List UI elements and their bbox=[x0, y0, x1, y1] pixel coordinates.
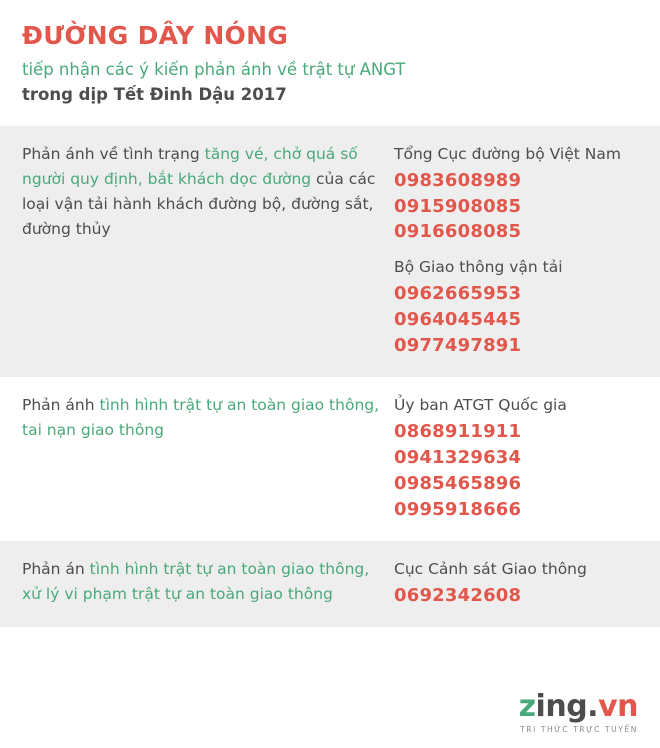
hotline-description bbox=[22, 142, 382, 242]
org-name: Cục Cảnh sát Giao thông bbox=[394, 559, 587, 578]
hotline-contacts-cell bbox=[394, 142, 638, 359]
header bbox=[0, 0, 660, 112]
phone-number[interactable]: 0977497891 bbox=[394, 335, 522, 357]
phone-number[interactable]: 0916608085 bbox=[394, 221, 522, 243]
desc-text-highlight-1: tăng vé, chở quá số người quy định, bắt khách dọc đường bbox=[22, 144, 358, 188]
desc-text-plain-1: Phản án bbox=[22, 559, 90, 578]
hotline-contacts-cell bbox=[394, 393, 638, 523]
page-subtitle-primary: tiếp nhận các ý kiến phản ánh về trật tự ANGT bbox=[22, 59, 406, 79]
phone-number[interactable]: 0868911911 bbox=[394, 421, 522, 443]
hotline-description-cell bbox=[22, 393, 394, 443]
phone-number[interactable]: 0941329634 bbox=[394, 447, 522, 469]
zing-logo-z: z bbox=[518, 689, 536, 724]
hotline-rows bbox=[0, 126, 660, 627]
org-block bbox=[394, 393, 638, 523]
zing-logo-dot: . bbox=[587, 689, 599, 724]
phone-number[interactable]: 0692342608 bbox=[394, 584, 522, 606]
phone-number[interactable]: 0995918666 bbox=[394, 498, 522, 520]
zing-logo-ing: ing bbox=[535, 689, 588, 724]
org-block bbox=[394, 142, 638, 246]
hotline-row bbox=[0, 126, 660, 377]
page-subtitle-secondary: trong dịp Tết Đinh Dậu 2017 bbox=[22, 85, 287, 105]
hotline-description bbox=[22, 557, 382, 607]
zing-logo-vn: vn bbox=[598, 689, 638, 724]
org-block bbox=[394, 255, 638, 359]
org-name: Ủy ban ATGT Quốc gia bbox=[394, 396, 567, 415]
hotline-row bbox=[0, 541, 660, 627]
page-title: ĐƯỜNG DÂY NÓNG bbox=[22, 21, 289, 50]
desc-text-highlight-1: tình hình trật tự an toàn giao thông, tai nạn giao thông bbox=[22, 396, 380, 440]
phone-number[interactable]: 0985465896 bbox=[394, 472, 522, 494]
desc-text-highlight-1: tình hình trật tự an toàn giao thông, xử lý vi phạm trật tự an toàn giao thông bbox=[22, 559, 370, 603]
org-name: Tổng Cục đường bộ Việt Nam bbox=[394, 144, 621, 163]
footer-branding bbox=[518, 689, 638, 734]
org-name: Bộ Giao thông vận tải bbox=[394, 258, 563, 277]
hotline-description-cell bbox=[22, 142, 394, 242]
hotline-contacts-cell bbox=[394, 557, 638, 609]
desc-text-plain-1: Phản ánh bbox=[22, 396, 100, 415]
org-block bbox=[394, 557, 638, 609]
phone-number[interactable]: 0983608989 bbox=[394, 169, 522, 191]
hotline-row bbox=[0, 377, 660, 541]
desc-text-plain-1: Phản ánh về tình trạng bbox=[22, 144, 205, 163]
hotline-description-cell bbox=[22, 557, 394, 607]
zing-logo bbox=[518, 689, 638, 724]
phone-number[interactable]: 0915908085 bbox=[394, 195, 522, 217]
phone-number[interactable]: 0964045445 bbox=[394, 309, 522, 331]
hotline-description bbox=[22, 393, 382, 443]
phone-number[interactable]: 0962665953 bbox=[394, 283, 522, 305]
desc-text-plain-2: của các loại vận tải hành khách đường bộ, đường sắt, đường thủy bbox=[22, 169, 376, 238]
zing-tagline: TRI THỨC TRỰC TUYẾN bbox=[520, 725, 638, 734]
